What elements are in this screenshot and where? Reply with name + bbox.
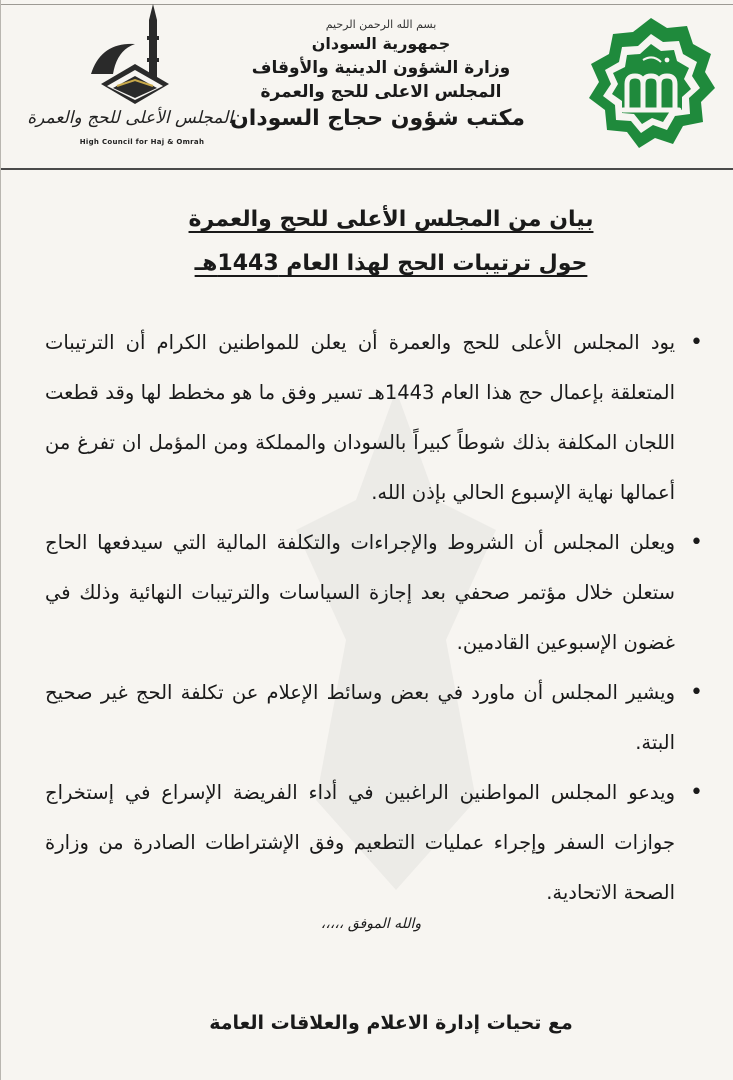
bullet-paragraph-1: • يود المجلس الأعلى للحج والعمرة أن يعلن للمواطنين الكرام أن الترتيبات المتعلقة بإعمال حج هذا العام 1443هـ تسير وفق ما هو مخطط لها وقد قطعت اللجان المكلفة بذلك شوطاً كبيراً بالسودان والمملكة ومن المؤمل ان تفرغ من أعمالها نهاية الإسبوع الحالي بإذن الله. [45, 318, 705, 518]
statement-title [181, 198, 601, 286]
header-council: المجلس الاعلى للحج والعمرة [260, 82, 502, 102]
council-logo-icon [61, 2, 225, 152]
bullet-paragraph-4: • ويدعو المجلس المواطنين الراغبين في أداء الفريضة الإسراع في إستخراج جوازات السفر وإجراء عمليات التطعيم وفق الإشتراطات الصادرة من وزارة الصحة الاتحادية. [45, 768, 705, 918]
signoff-line: مع تحيات إدارة الاعلام والعلاقات العامة [209, 1012, 573, 1034]
bullet-paragraph-2: • ويعلن المجلس أن الشروط والإجراءات والتكلفة المالية التي سيدفعها الحاج ستعلن خلال مؤتمر صحفي بعد إجازة السياسات والترتيبات النهائية وذلك في غضون الإسبوعين القادمين. [45, 518, 705, 668]
ministry-emblem-icon [583, 14, 719, 154]
header-country: جمهورية السودان [311, 34, 451, 53]
title-line-2: حول ترتيبات الحج لهذا العام 1443هـ [194, 251, 588, 276]
header-letterhead [230, 18, 525, 134]
council-logo-arabic-text: المجلس الأعلى للحج والعمرة [27, 108, 233, 128]
header-ministry: وزارة الشؤون الدينية والأوقاف [251, 58, 511, 78]
header-divider [1, 168, 733, 170]
council-logo-english-text: High Council for Haj & Omrah [79, 138, 205, 146]
basmala: بسم الله الرحمن الرحيم [325, 18, 437, 31]
header-office: مكتب شؤون حجاج السودان [230, 106, 525, 131]
statement-body [45, 318, 705, 918]
bullet-paragraph-3: • ويشير المجلس أن ماورد في بعض وسائط الإعلام عن تكلفة الحج غير صحيح البتة. [45, 668, 705, 768]
closing-phrase: والله الموفق ،،،،، [320, 916, 422, 932]
title-line-1: بيان من المجلس الأعلى للحج والعمرة [188, 207, 594, 232]
